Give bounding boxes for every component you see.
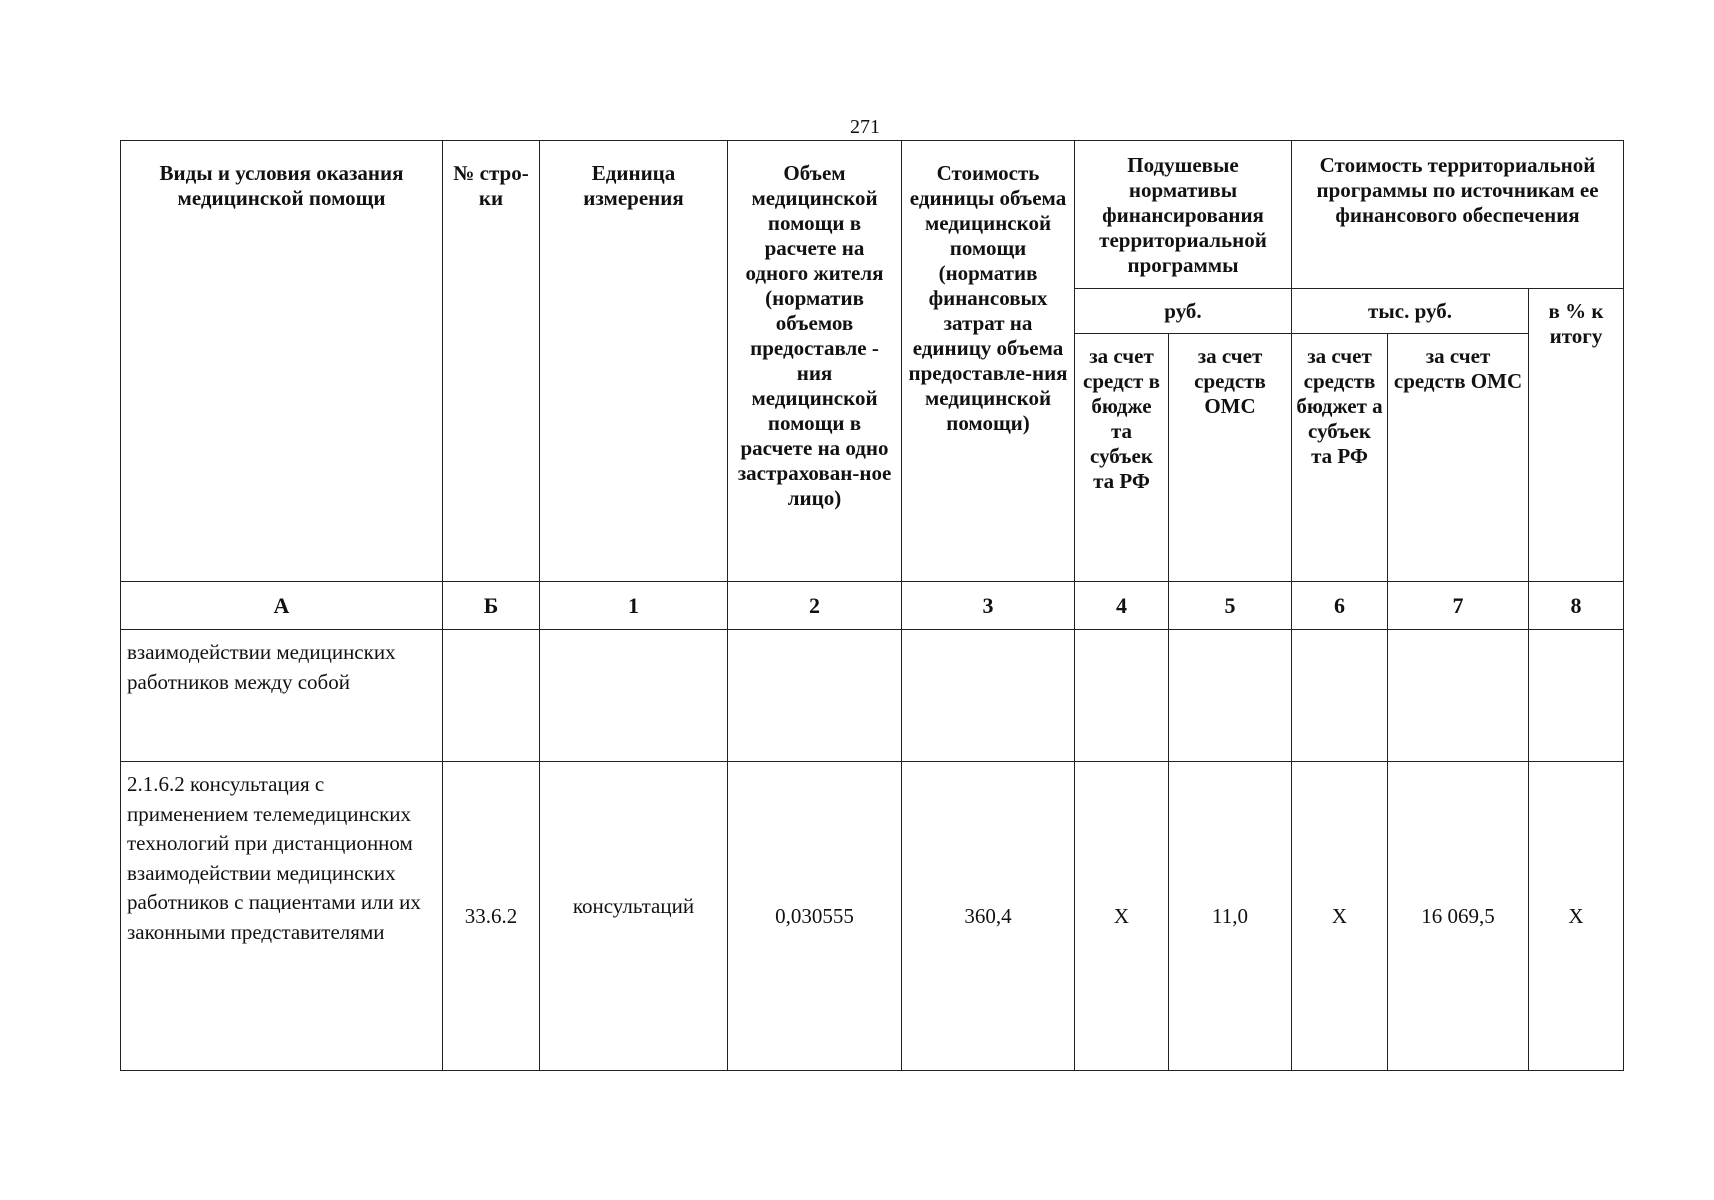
row-name: взаимодействии медицинских работников между собой bbox=[121, 630, 443, 762]
row-cost: 360,4 bbox=[902, 762, 1075, 1071]
row-cost bbox=[902, 630, 1075, 762]
header-volume: Объем медицинской помощи в расчете на одного жителя (норматив объемов предоставле - ния медицинской помощи в расчете на одно застрахован-ное лицо) bbox=[728, 141, 902, 582]
header-program-cost: Стоимость территориальной программы по источникам ее финансового обеспечения bbox=[1292, 141, 1624, 289]
header-types: Виды и условия оказания медицинской помощи bbox=[121, 141, 443, 582]
column-number: А bbox=[121, 582, 443, 630]
row-col6: Х bbox=[1292, 762, 1388, 1071]
row-number: 33.6.2 bbox=[443, 762, 540, 1071]
row-unit: консультаций bbox=[540, 762, 728, 1071]
column-number: 6 bbox=[1292, 582, 1388, 630]
header-cost: Стоимость единицы объема медицинской помощи (норматив финансовых затрат на единицу объема предоставле-ния медицинской помощи) bbox=[902, 141, 1075, 582]
row-unit bbox=[540, 630, 728, 762]
column-number: 3 bbox=[902, 582, 1075, 630]
table-row bbox=[121, 630, 1624, 762]
column-number: Б bbox=[443, 582, 540, 630]
row-col7: 16 069,5 bbox=[1388, 762, 1529, 1071]
header-per-capita: Подушевые нормативы финансирования территориальной программы bbox=[1075, 141, 1292, 289]
header-budget-rf-4: за счет средст в бюдже та субъек та РФ bbox=[1075, 334, 1169, 582]
row-volume bbox=[728, 630, 902, 762]
row-col5 bbox=[1169, 630, 1292, 762]
header-rub: руб. bbox=[1075, 289, 1292, 334]
row-volume: 0,030555 bbox=[728, 762, 902, 1071]
header-oms-7: за счет средств ОМС bbox=[1388, 334, 1529, 582]
row-col8: Х bbox=[1529, 762, 1624, 1071]
column-number: 7 bbox=[1388, 582, 1529, 630]
header-unit: Единица измерения bbox=[540, 141, 728, 582]
row-col7 bbox=[1388, 630, 1529, 762]
row-col8 bbox=[1529, 630, 1624, 762]
row-number bbox=[443, 630, 540, 762]
row-col4 bbox=[1075, 630, 1169, 762]
header-percent-total: в % к итогу bbox=[1529, 289, 1624, 582]
row-col5: 11,0 bbox=[1169, 762, 1292, 1071]
page-number: 271 bbox=[850, 116, 880, 138]
row-col4: Х bbox=[1075, 762, 1169, 1071]
column-number-row bbox=[121, 582, 1624, 630]
column-number: 4 bbox=[1075, 582, 1169, 630]
header-row-number: № стро-ки bbox=[443, 141, 540, 582]
budget-table bbox=[120, 140, 1624, 1071]
row-name: 2.1.6.2 консультация с применением телемедицинских технологий при дистанционном взаимодействии медицинских работников с пациентами или их законными представителями bbox=[121, 762, 443, 1071]
column-number: 5 bbox=[1169, 582, 1292, 630]
column-number: 1 bbox=[540, 582, 728, 630]
column-number: 2 bbox=[728, 582, 902, 630]
header-budget-rf-6: за счет средств бюджет а субъек та РФ bbox=[1292, 334, 1388, 582]
header-thousand-rub: тыс. руб. bbox=[1292, 289, 1529, 334]
row-col6 bbox=[1292, 630, 1388, 762]
header-oms-5: за счет средств ОМС bbox=[1169, 334, 1292, 582]
table-row bbox=[121, 762, 1624, 1071]
column-number: 8 bbox=[1529, 582, 1624, 630]
